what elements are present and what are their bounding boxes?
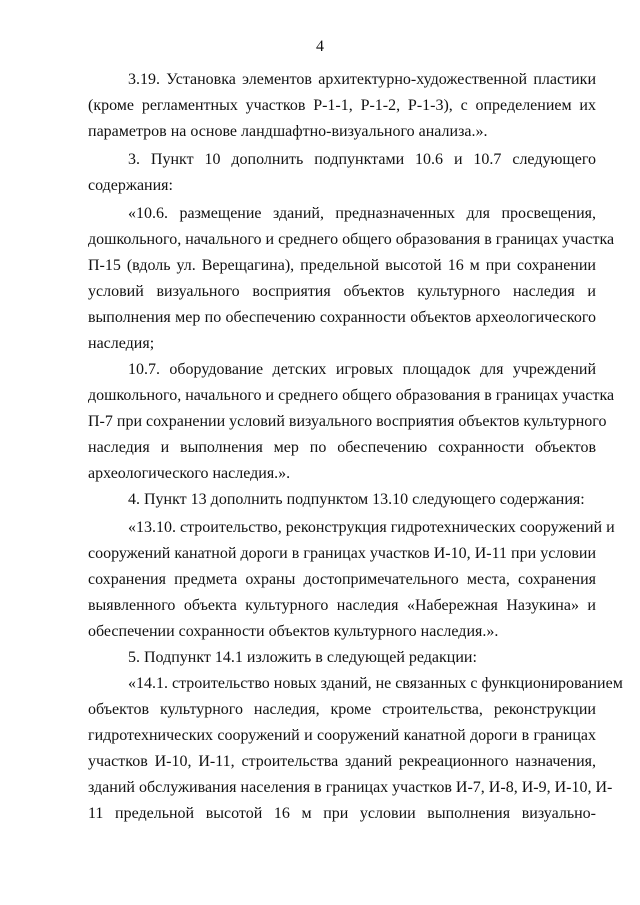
- paragraph-line: наследия;: [88, 335, 155, 352]
- paragraph-line: «13.10. строительство, реконструкция гидротехнических сооружений и: [128, 519, 615, 536]
- paragraph-line: параметров на основе ландшафтно-визуального анализа.».: [88, 123, 488, 140]
- paragraph-line: сохранения предмета охраны достопримечательного места, сохранения: [88, 571, 596, 588]
- paragraph-line: 10.7. оборудование детских игровых площадок для учреждений: [128, 361, 596, 378]
- paragraph-line: П-7 при сохранении условий визуального восприятия объектов культурного: [88, 413, 607, 430]
- paragraph-line: содержания:: [88, 177, 173, 194]
- paragraph-line: выявленного объекта культурного наследия «Набережная Назукина» и: [88, 597, 596, 614]
- paragraph-line: (кроме регламентных участков Р-1-1, Р-1-2, Р-1-3), с определением их: [88, 97, 596, 114]
- page-number: 4: [316, 38, 324, 55]
- paragraph-line: наследия и выполнения мер по обеспечению сохранности объектов: [88, 439, 596, 456]
- paragraph-line: сооружений канатной дороги в границах участков И-10, И-11 при условии: [88, 545, 596, 562]
- paragraph-line: 11 предельной высотой 16 м при условии выполнения визуально-: [88, 805, 596, 822]
- paragraph-line: 3.19. Установка элементов архитектурно-художественной пластики: [128, 71, 596, 88]
- paragraph-line: П-15 (вдоль ул. Верещагина), предельной высотой 16 м при сохранении: [88, 257, 596, 274]
- paragraph-line: гидротехнических сооружений и сооружений канатной дороги в границах: [88, 727, 596, 744]
- paragraph-line: зданий обслуживания населения в границах участков И-7, И-8, И-9, И-10, И-: [88, 779, 613, 796]
- paragraph-line: условий визуального восприятия объектов культурного наследия и: [88, 283, 596, 300]
- paragraph-line: дошкольного, начального и среднего общего образования в границах участка: [88, 387, 615, 404]
- paragraph-line: 3. Пункт 10 дополнить подпунктами 10.6 и 10.7 следующего: [128, 151, 596, 168]
- paragraph-line: обеспечении сохранности объектов культурного наследия.».: [88, 623, 499, 640]
- paragraph-line: участков И-10, И-11, строительства зданий рекреационного назначения,: [88, 753, 596, 770]
- paragraph-line: археологического наследия.».: [88, 465, 291, 482]
- paragraph-line: «10.6. размещение зданий, предназначенных для просвещения,: [128, 205, 596, 222]
- paragraph-line: 4. Пункт 13 дополнить подпунктом 13.10 следующего содержания:: [128, 491, 585, 508]
- paragraph-line: дошкольного, начального и среднего общего образования в границах участка: [88, 231, 615, 248]
- paragraph-line: 5. Подпункт 14.1 изложить в следующей редакции:: [128, 649, 477, 666]
- paragraph-line: объектов культурного наследия, кроме строительства, реконструкции: [88, 701, 596, 718]
- paragraph-line: «14.1. строительство новых зданий, не связанных с функционированием: [128, 675, 623, 692]
- paragraph-line: выполнения мер по обеспечению сохранности объектов археологического: [88, 309, 596, 326]
